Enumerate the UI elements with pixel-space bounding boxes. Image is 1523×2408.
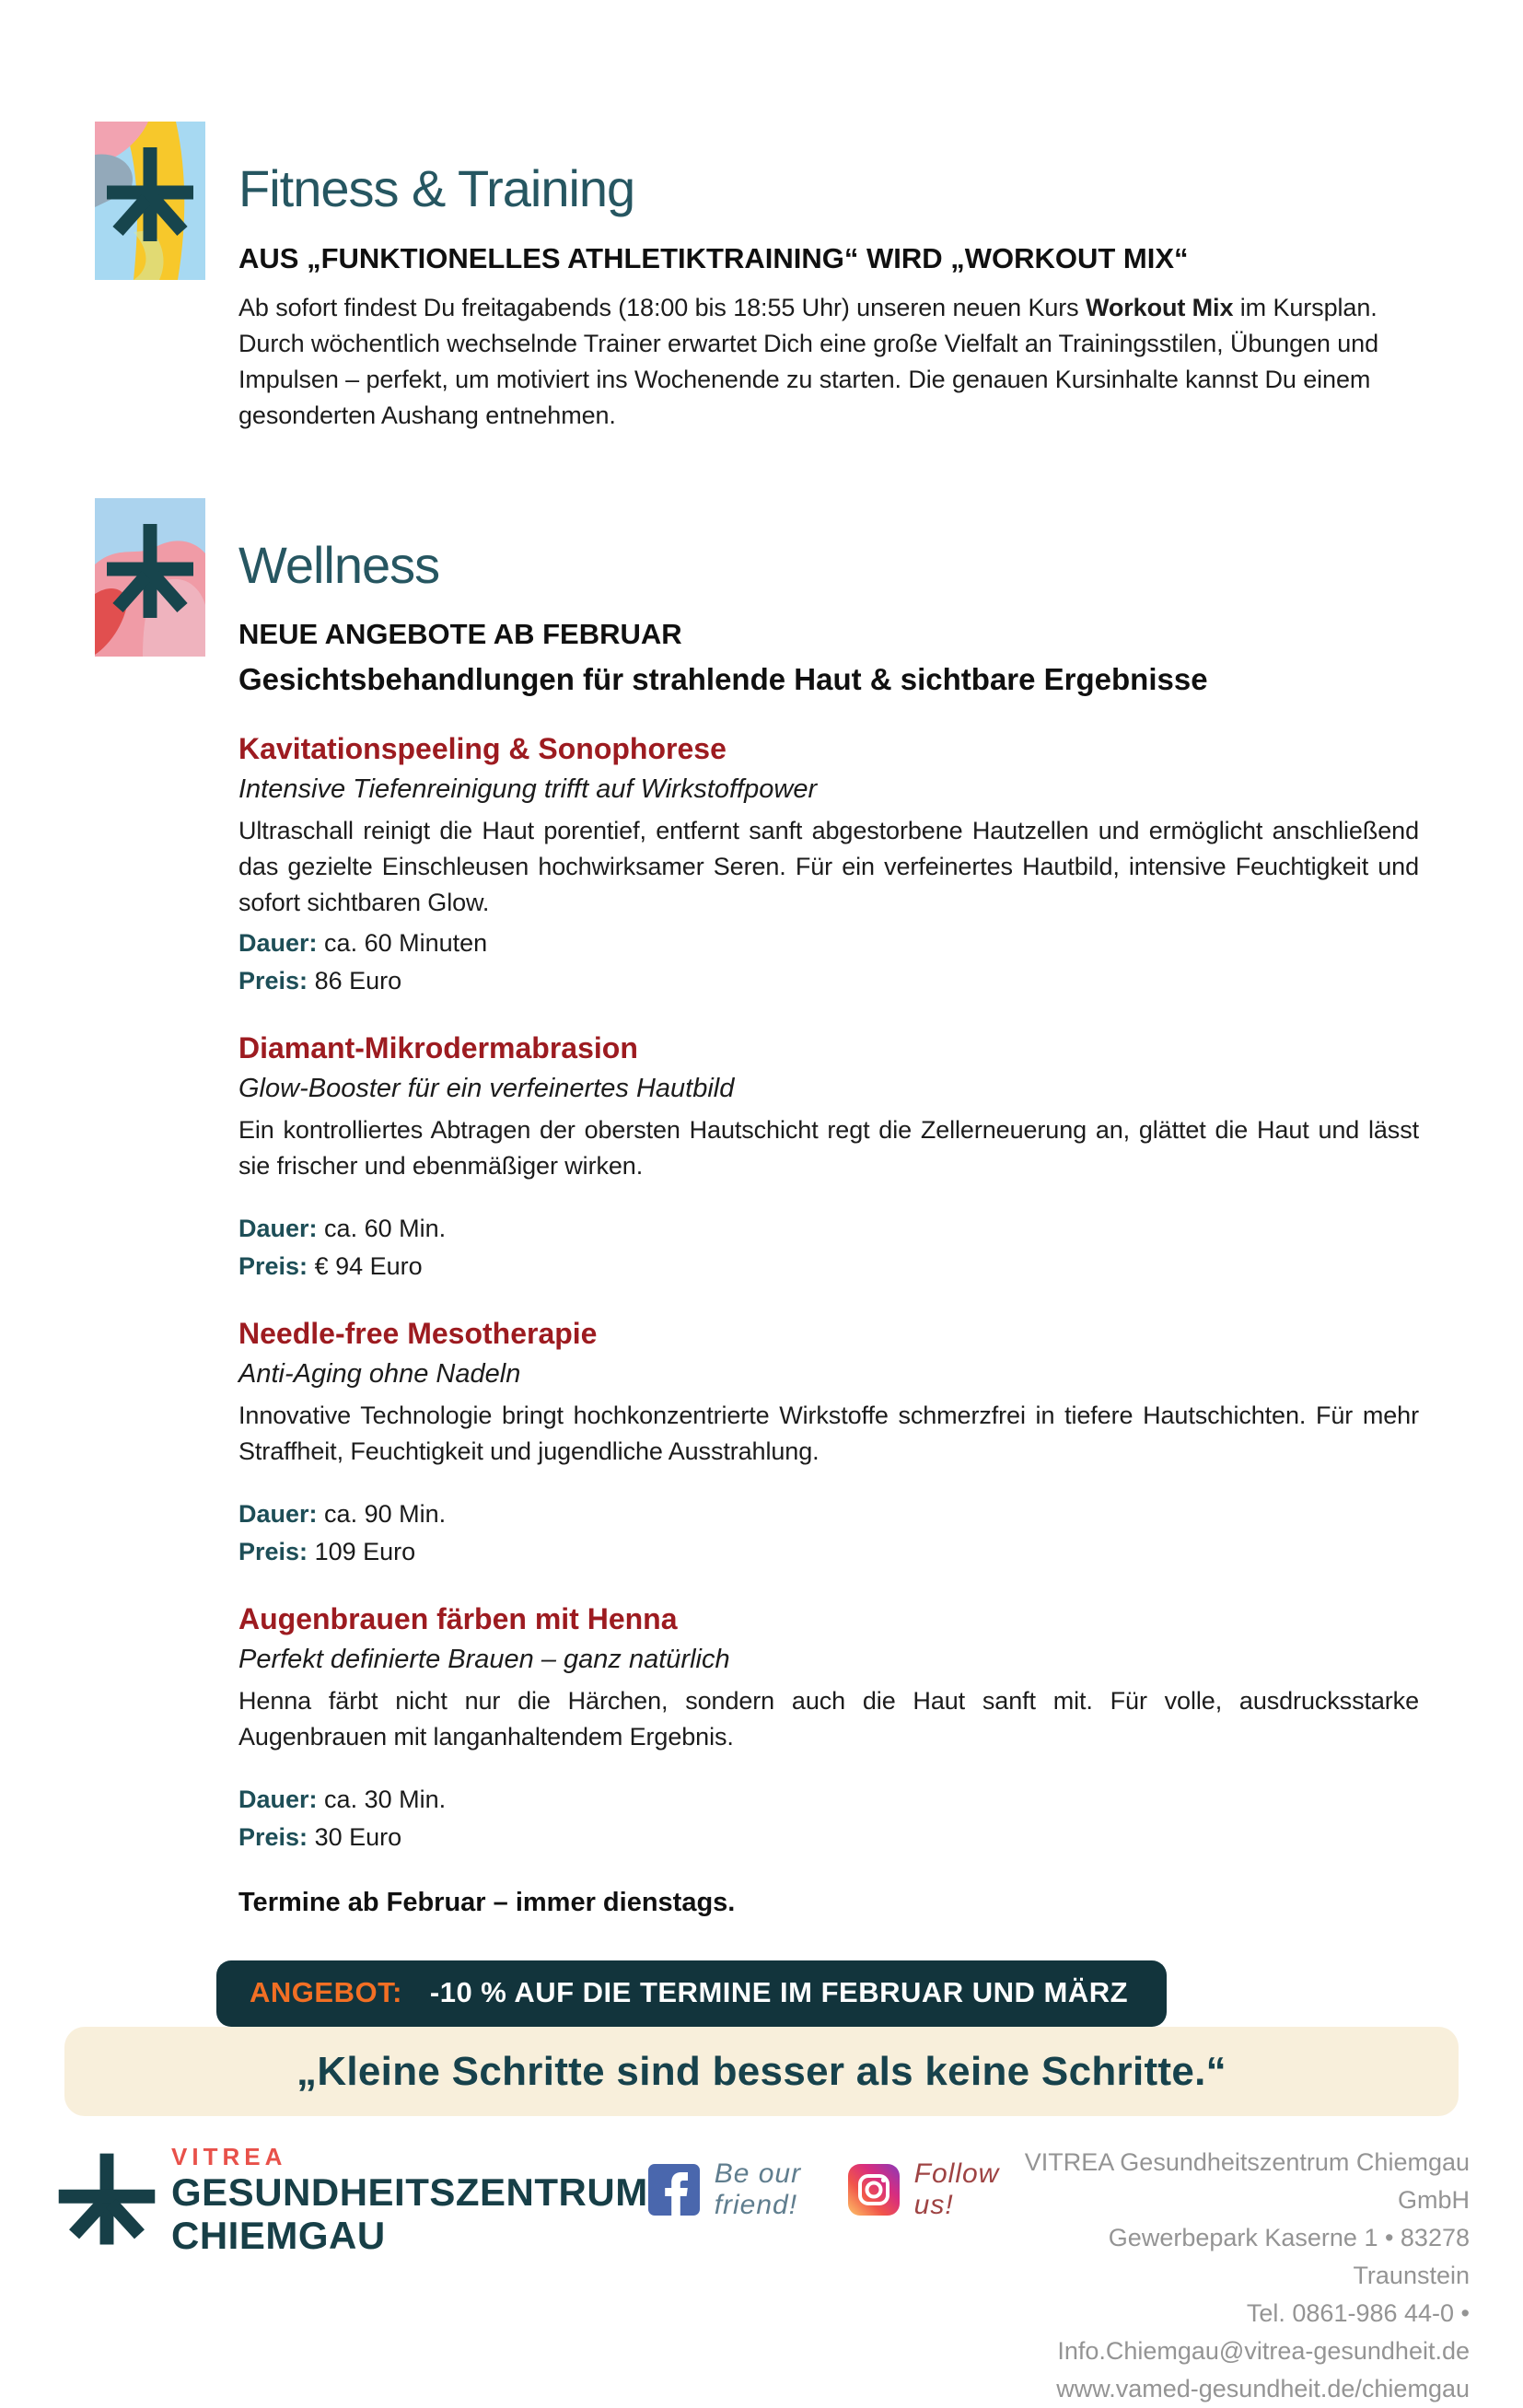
treatment-details [238, 1210, 1419, 1285]
fitness-paragraph-bold: Workout Mix [1085, 293, 1234, 321]
treatment-tagline: Perfekt definierte Brauen – ganz natürlich [238, 1645, 730, 1675]
wellness-subtitle-2: Gesichtsbehandlungen für strahlende Haut & sichtbare Ergebnisse [238, 662, 1208, 697]
duration-label: Dauer: [238, 1500, 318, 1529]
price-value: 86 Euro [314, 967, 402, 995]
treatment-description: Ultraschall reinigt die Haut porentief, entfernt sanft abgestorbene Hautzellen und ermöglicht anschließend das gezielte Einschleusen hochwirksamer Seren. Für ein verfeinertes Hautbild, intensive Feuchtigkeit und sofort sichtbaren Glow. [238, 817, 1419, 917]
wellness-subtitle-1: NEUE ANGEBOTE AB FEBRUAR [238, 618, 682, 651]
duration-value: ca. 30 Min. [324, 1786, 447, 1814]
offer-banner [216, 1960, 1167, 2027]
duration-label: Dauer: [238, 1786, 318, 1814]
treatment-details [238, 1495, 1419, 1571]
duration-value: ca. 90 Min. [324, 1500, 447, 1529]
instagram-label[interactable]: Follow us! [913, 2158, 1000, 2221]
duration-line [238, 1495, 1419, 1533]
treatment-kavitationspeeling [238, 732, 1419, 1000]
quote-text: „Kleine Schritte sind besser als keine Schritte.“ [296, 2048, 1227, 2094]
contact-address: Gewerbepark Kaserne 1 • 83278 Traunstein [1108, 2224, 1470, 2290]
footer [0, 2116, 1523, 2408]
wellness-title: Wellness [238, 535, 440, 594]
treatment-description: Innovative Technologie bringt hochkonzentrierte Wirkstoffe schmerzfrei in tiefere Hautschichten. Für mehr Straffheit, Feuchtigkeit und jugendliche Ausstrahlung. [238, 1402, 1419, 1466]
duration-line [238, 925, 1419, 962]
duration-label: Dauer: [238, 929, 318, 958]
vitrea-star-icon [95, 498, 205, 657]
contact-phone-email: Tel. 0861-986 44-0 • Info.Chiemgau@vitrea-gesundheit.de [1057, 2299, 1470, 2366]
duration-value: ca. 60 Minuten [324, 929, 488, 958]
brand-name: VITREA [171, 2143, 287, 2171]
price-value: 30 Euro [314, 1823, 402, 1852]
treatment-details [238, 925, 1419, 1000]
wellness-content [238, 498, 1419, 2028]
offer-text: -10 % AUF DIE TERMINE IM FEBRUAR UND MÄRZ [429, 1976, 1129, 2009]
price-label: Preis: [238, 1823, 308, 1852]
price-label: Preis: [238, 1538, 308, 1566]
quote-banner [64, 2027, 1459, 2116]
price-value: 109 Euro [314, 1538, 416, 1566]
duration-value: ca. 60 Min. [324, 1215, 447, 1243]
contact-company: VITREA Gesundheitszentrum Chiemgau GmbH [1024, 2148, 1470, 2215]
vitrea-star-icon [95, 122, 205, 280]
treatment-tagline: Intensive Tiefenreinigung trifft auf Wirkstoffpower [238, 774, 818, 805]
brand-line-2: CHIEMGAU [171, 2214, 386, 2258]
price-label: Preis: [238, 967, 308, 995]
brand-line-1: GESUNDHEITSZENTRUM [171, 2170, 648, 2215]
price-value: € 94 Euro [314, 1252, 423, 1281]
treatment-tagline: Glow-Booster für ein verfeinertes Hautbild [238, 1074, 735, 1104]
fitness-section [0, 122, 1523, 434]
facebook-label[interactable]: Be our friend! [714, 2158, 802, 2221]
fitness-paragraph-before: Ab sofort findest Du freitagabends (18:00 bis 18:55 Uhr) unseren neuen Kurs [238, 293, 1086, 321]
fitness-title: Fitness & Training [238, 159, 635, 217]
duration-line [238, 1210, 1419, 1248]
price-line [238, 962, 1419, 1000]
treatment-name: Diamant-Mikrodermabrasion [238, 1031, 638, 1065]
duration-line [238, 1781, 1419, 1819]
treatment-description: Henna färbt nicht nur die Härchen, sondern auch die Haut sanft mit. Für volle, ausdrucksstarke Augenbrauen mit langanhaltendem Ergebnis. [238, 1687, 1419, 1751]
schedule-note: Termine ab Februar – immer dienstags. [238, 1888, 736, 1918]
treatment-details [238, 1781, 1419, 1856]
price-line [238, 1819, 1419, 1856]
treatment-name: Augenbrauen färben mit Henna [238, 1602, 678, 1636]
treatment-tagline: Anti-Aging ohne Nadeln [238, 1359, 521, 1390]
footer-social [648, 2158, 1000, 2221]
instagram-link[interactable] [848, 2158, 1000, 2221]
fitness-logo-tile [95, 122, 205, 280]
price-label: Preis: [238, 1252, 308, 1281]
facebook-link[interactable] [648, 2158, 813, 2221]
offer-label: ANGEBOT: [250, 1976, 402, 2009]
price-line [238, 1248, 1419, 1285]
treatment-augenbrauen-henna [238, 1602, 1419, 1856]
fitness-paragraph-after: im Kursplan. Durch wöchentlich wechselnde Trainer erwartet Dich eine große Vielfalt an Trainingsstilen, Übungen und Impulsen – perfekt, um motiviert ins Wochenende zu starten. Die genauen Kursinhalte kannst Du einem gesonderten Aushang entnehmen. [238, 293, 1378, 429]
treatment-description: Ein kontrolliertes Abtragen der obersten Hautschicht regt die Zellerneuerung an, glättet die Haut und lässt sie frischer und ebenmäßiger wirken. [238, 1116, 1419, 1181]
facebook-icon[interactable] [648, 2164, 700, 2216]
footer-contact [999, 2144, 1470, 2408]
fitness-content [238, 122, 1419, 434]
instagram-icon[interactable] [848, 2164, 900, 2216]
treatment-mesotherapie [238, 1317, 1419, 1571]
wellness-logo-tile [95, 498, 205, 657]
fitness-subtitle: AUS „FUNKTIONELLES ATHLETIKTRAINING“ WIRD „WORKOUT MIX“ [238, 241, 1189, 274]
contact-website[interactable]: www.vamed-gesundheit.de/chiemgau [1056, 2375, 1470, 2403]
wellness-section [0, 498, 1523, 2028]
treatment-name: Needle-free Mesotherapie [238, 1317, 598, 1351]
treatment-list [238, 732, 1419, 1856]
treatment-name: Kavitationspeeling & Sonophorese [238, 732, 727, 766]
fitness-paragraph [238, 290, 1419, 434]
vitrea-star-icon [55, 2146, 158, 2254]
price-line [238, 1533, 1419, 1571]
footer-logo-text [171, 2144, 648, 2257]
duration-label: Dauer: [238, 1215, 318, 1243]
vitrea-footer-logo [55, 2144, 648, 2257]
treatment-mikrodermabrasion [238, 1031, 1419, 1285]
